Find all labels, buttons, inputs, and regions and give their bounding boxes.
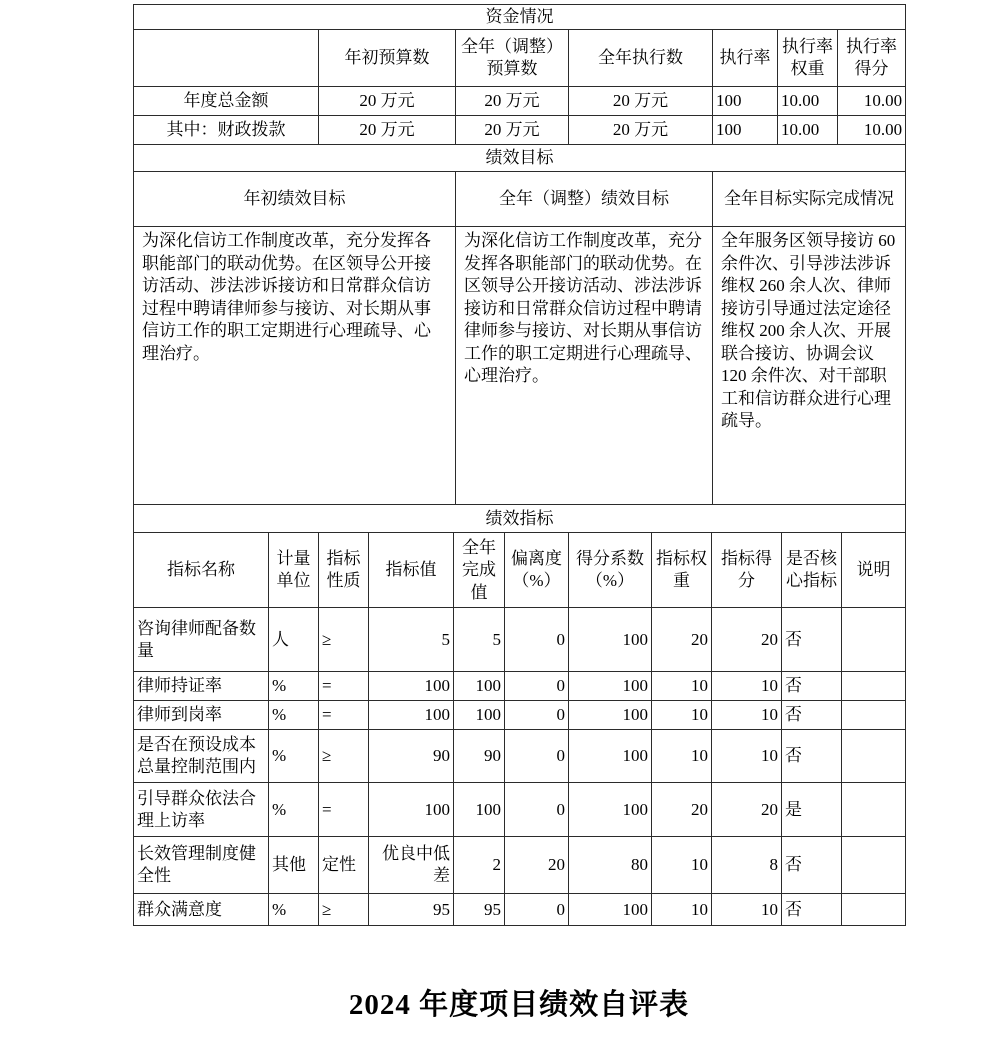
indicator-weight-cell: 20 bbox=[652, 608, 712, 672]
adjusted-target-text: 为深化信访工作制度改革，充分发挥各职能部门的联动优势。在区领导公开接访活动、涉法涉诉接访和日常群众信访过程中聘请律师参与接访、对长期从事信访工作的职工定期进行心理疏导、心理治疗。 bbox=[456, 227, 713, 505]
targets-header-initial: 年初绩效目标 bbox=[134, 172, 456, 227]
indicator-core-cell: 否 bbox=[782, 730, 842, 783]
indicator-completed-cell: 100 bbox=[454, 783, 505, 837]
indicator-core-cell: 否 bbox=[782, 608, 842, 672]
indicator-note-cell bbox=[842, 608, 906, 672]
funding-row-label: 年度总金额 bbox=[134, 87, 319, 116]
indicators-section-row bbox=[134, 505, 906, 533]
indicator-completed-cell: 2 bbox=[454, 837, 505, 894]
actual-completion-text: 全年服务区领导接访 60 余件次、引导涉法涉诉维权 260 余人次、律师接访引导通过法定途径维权 200 余人次、开展联合接访、协调会议 120 余件次、对干部职工和信访群众进行心理疏导。 bbox=[713, 227, 906, 505]
indicator-weight-cell: 10 bbox=[652, 894, 712, 926]
indicators-section-title: 绩效指标 bbox=[134, 505, 906, 533]
indicator-name-cell: 律师持证率 bbox=[134, 672, 269, 701]
indicator-coefficient-cell: 100 bbox=[569, 783, 652, 837]
indicator-note-cell bbox=[842, 783, 906, 837]
funding-header-rate-score: 执行率得分 bbox=[838, 30, 906, 87]
funding-row-label: 其中：财政拨款 bbox=[134, 116, 319, 145]
funding-header-blank bbox=[134, 30, 319, 87]
indicator-header-weight: 指标权重 bbox=[652, 533, 712, 608]
indicator-deviation-cell: 0 bbox=[505, 783, 569, 837]
indicator-deviation-cell: 0 bbox=[505, 701, 569, 730]
indicator-deviation-cell: 0 bbox=[505, 672, 569, 701]
indicator-coefficient-cell: 100 bbox=[569, 672, 652, 701]
indicator-target-cell: 优良中低差 bbox=[369, 837, 454, 894]
targets-section-title: 绩效目标 bbox=[134, 145, 906, 172]
indicator-core-cell: 否 bbox=[782, 894, 842, 926]
indicator-header-target: 指标值 bbox=[369, 533, 454, 608]
indicator-header-core: 是否核心指标 bbox=[782, 533, 842, 608]
funding-header-row bbox=[134, 30, 906, 87]
indicator-note-cell bbox=[842, 730, 906, 783]
funding-executed-value: 20 万元 bbox=[569, 87, 713, 116]
targets-header-actual: 全年目标实际完成情况 bbox=[713, 172, 906, 227]
indicator-target-cell: 90 bbox=[369, 730, 454, 783]
indicator-unit-cell: 人 bbox=[269, 608, 319, 672]
funding-header-initial-budget: 年初预算数 bbox=[319, 30, 456, 87]
funding-execution-rate-value: 100 bbox=[713, 116, 778, 145]
indicator-deviation-cell: 20 bbox=[505, 837, 569, 894]
indicator-unit-cell: % bbox=[269, 701, 319, 730]
indicator-target-cell: 5 bbox=[369, 608, 454, 672]
funding-adjusted-budget-value: 20 万元 bbox=[456, 116, 569, 145]
indicator-weight-cell: 10 bbox=[652, 730, 712, 783]
indicator-deviation-cell: 0 bbox=[505, 608, 569, 672]
self-evaluation-sheet bbox=[133, 4, 905, 1023]
indicator-score-cell: 8 bbox=[712, 837, 782, 894]
indicator-name-cell: 群众满意度 bbox=[134, 894, 269, 926]
indicator-nature-cell: 定性 bbox=[319, 837, 369, 894]
page-title: 2024 年度项目绩效自评表 bbox=[348, 989, 690, 1022]
indicator-coefficient-cell: 80 bbox=[569, 837, 652, 894]
funding-executed-value: 20 万元 bbox=[569, 116, 713, 145]
indicator-core-cell: 是 bbox=[782, 783, 842, 837]
indicator-note-cell bbox=[842, 837, 906, 894]
funding-rate-weight-value: 10.00 bbox=[778, 116, 838, 145]
indicator-name-cell: 引导群众依法合理上访率 bbox=[134, 783, 269, 837]
funding-execution-rate-value: 100 bbox=[713, 87, 778, 116]
funding-adjusted-budget-value: 20 万元 bbox=[456, 87, 569, 116]
indicator-row bbox=[134, 837, 906, 894]
indicator-core-cell: 否 bbox=[782, 701, 842, 730]
indicator-weight-cell: 10 bbox=[652, 837, 712, 894]
indicator-note-cell bbox=[842, 701, 906, 730]
funding-header-executed: 全年执行数 bbox=[569, 30, 713, 87]
targets-header-row bbox=[134, 172, 906, 227]
funding-initial-budget-value: 20 万元 bbox=[319, 87, 456, 116]
indicator-nature-cell: ≥ bbox=[319, 894, 369, 926]
indicator-target-cell: 100 bbox=[369, 783, 454, 837]
indicator-target-cell: 95 bbox=[369, 894, 454, 926]
funding-rate-weight-value: 10.00 bbox=[778, 87, 838, 116]
indicator-weight-cell: 10 bbox=[652, 701, 712, 730]
indicator-nature-cell: = bbox=[319, 701, 369, 730]
indicator-score-cell: 20 bbox=[712, 608, 782, 672]
indicator-name-cell: 是否在预设成本总量控制范围内 bbox=[134, 730, 269, 783]
funding-section-title: 资金情况 bbox=[134, 5, 906, 30]
indicator-row bbox=[134, 894, 906, 926]
indicator-row bbox=[134, 730, 906, 783]
indicator-header-deviation: 偏离度（%） bbox=[505, 533, 569, 608]
indicator-nature-cell: ≥ bbox=[319, 730, 369, 783]
funding-row-total bbox=[134, 87, 906, 116]
targets-section-row bbox=[134, 145, 906, 172]
indicator-target-cell: 100 bbox=[369, 701, 454, 730]
indicator-weight-cell: 20 bbox=[652, 783, 712, 837]
indicator-name-cell: 长效管理制度健全性 bbox=[134, 837, 269, 894]
indicator-header-completed: 全年完成值 bbox=[454, 533, 505, 608]
indicator-completed-cell: 100 bbox=[454, 701, 505, 730]
funding-row-fiscal bbox=[134, 116, 906, 145]
funding-header-execution-rate: 执行率 bbox=[713, 30, 778, 87]
funding-initial-budget-value: 20 万元 bbox=[319, 116, 456, 145]
indicator-completed-cell: 90 bbox=[454, 730, 505, 783]
indicator-weight-cell: 10 bbox=[652, 672, 712, 701]
indicator-name-cell: 律师到岗率 bbox=[134, 701, 269, 730]
indicator-unit-cell: % bbox=[269, 672, 319, 701]
indicator-unit-cell: 其他 bbox=[269, 837, 319, 894]
funding-section-row bbox=[134, 5, 906, 30]
indicator-core-cell: 否 bbox=[782, 672, 842, 701]
indicator-score-cell: 10 bbox=[712, 894, 782, 926]
indicator-header-name: 指标名称 bbox=[134, 533, 269, 608]
indicator-target-cell: 100 bbox=[369, 672, 454, 701]
indicator-name-cell: 咨询律师配备数量 bbox=[134, 608, 269, 672]
indicator-nature-cell: = bbox=[319, 783, 369, 837]
targets-content-row bbox=[134, 227, 906, 505]
funding-rate-score-value: 10.00 bbox=[838, 87, 906, 116]
indicator-score-cell: 10 bbox=[712, 730, 782, 783]
targets-table bbox=[133, 144, 906, 505]
indicator-header-coefficient: 得分系数（%） bbox=[569, 533, 652, 608]
indicator-header-nature: 指标性质 bbox=[319, 533, 369, 608]
funding-rate-score-value: 10.00 bbox=[838, 116, 906, 145]
indicator-coefficient-cell: 100 bbox=[569, 701, 652, 730]
indicator-score-cell: 10 bbox=[712, 672, 782, 701]
indicator-header-score: 指标得分 bbox=[712, 533, 782, 608]
funding-header-adjusted-budget: 全年（调整）预算数 bbox=[456, 30, 569, 87]
indicator-coefficient-cell: 100 bbox=[569, 608, 652, 672]
funding-table bbox=[133, 4, 906, 145]
funding-header-rate-weight: 执行率权重 bbox=[778, 30, 838, 87]
indicator-core-cell: 否 bbox=[782, 837, 842, 894]
indicator-row bbox=[134, 672, 906, 701]
indicator-score-cell: 10 bbox=[712, 701, 782, 730]
indicator-unit-cell: % bbox=[269, 783, 319, 837]
indicator-note-cell bbox=[842, 894, 906, 926]
indicator-completed-cell: 95 bbox=[454, 894, 505, 926]
indicators-header-row bbox=[134, 533, 906, 608]
indicator-coefficient-cell: 100 bbox=[569, 730, 652, 783]
indicator-nature-cell: = bbox=[319, 672, 369, 701]
indicator-row bbox=[134, 608, 906, 672]
indicator-unit-cell: % bbox=[269, 894, 319, 926]
indicator-header-note: 说明 bbox=[842, 533, 906, 608]
indicator-header-unit: 计量单位 bbox=[269, 533, 319, 608]
indicator-score-cell: 20 bbox=[712, 783, 782, 837]
indicator-coefficient-cell: 100 bbox=[569, 894, 652, 926]
indicators-table bbox=[133, 504, 906, 926]
indicator-note-cell bbox=[842, 672, 906, 701]
indicator-nature-cell: ≥ bbox=[319, 608, 369, 672]
indicator-deviation-cell: 0 bbox=[505, 730, 569, 783]
targets-header-adjusted: 全年（调整）绩效目标 bbox=[456, 172, 713, 227]
initial-target-text: 为深化信访工作制度改革，充分发挥各职能部门的联动优势。在区领导公开接访活动、涉法涉诉接访和日常群众信访过程中聘请律师参与接访、对长期从事信访工作的职工定期进行心理疏导、心理治疗。 bbox=[134, 227, 456, 505]
indicator-row bbox=[134, 783, 906, 837]
indicator-completed-cell: 100 bbox=[454, 672, 505, 701]
indicator-unit-cell: % bbox=[269, 730, 319, 783]
indicator-deviation-cell: 0 bbox=[505, 894, 569, 926]
indicator-row bbox=[134, 701, 906, 730]
indicator-completed-cell: 5 bbox=[454, 608, 505, 672]
